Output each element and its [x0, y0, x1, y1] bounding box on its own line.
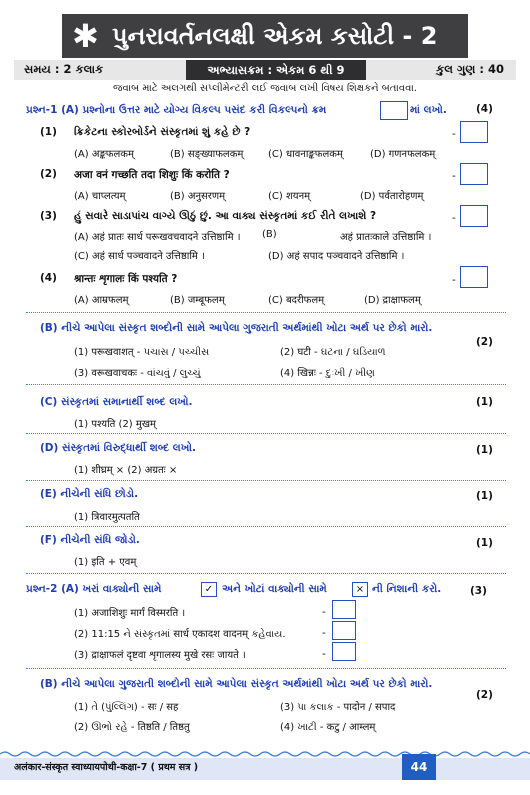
- q1d-title: (D) સંસ્કૃતમાં વિરુદ્ધાર્થી શબ્દ લખો.: [40, 442, 196, 454]
- match-item: (2) ઊભો રહે - तिष्ठति / तिष्ठतु: [74, 722, 190, 733]
- divider: [26, 312, 506, 313]
- option: (A) अङ्कफलकम्: [74, 149, 134, 160]
- q2a-title-mid: અને ખોટાં વાક્યોની સામે: [222, 583, 327, 595]
- option: अहं प्रातःकाले उत्तिष्ठामि ।: [340, 232, 432, 243]
- option: (B): [262, 229, 277, 240]
- q2a-title: પ્રશ્ન-2 (A) ખરાં વાક્યોની સામે: [26, 583, 162, 595]
- info-bar: [14, 60, 516, 80]
- q1e-marks: (1): [476, 490, 493, 502]
- match-item: (1) परूखवाशत् - પચાસ / પચ્ચીસ: [74, 347, 210, 358]
- q1c-items: (1) पश्यति (2) मुखम्: [74, 419, 157, 430]
- answer-box[interactable]: [460, 121, 488, 143]
- match-item: (1) તે (પુંલ્લિંગ) - सः / सह: [74, 702, 179, 713]
- option: (C) शयनम्: [268, 191, 311, 202]
- option: (B) सङ्ख्याफलकम्: [170, 149, 244, 160]
- footer: [0, 750, 530, 795]
- q1d-items: (1) शीघ्रम् × (2) अग्रतः ×: [74, 465, 178, 476]
- option: (D) अहं सपाद पञ्चवादने उत्तिष्ठामि ।: [268, 251, 405, 262]
- option: (C) धावनाङ्कफलकम्: [268, 149, 343, 160]
- q-number: (3): [40, 210, 57, 222]
- page-title: પુનરાવર્તનલક્ષી એકમ કસોટી - 2: [112, 22, 438, 50]
- q2b-marks: (2): [476, 689, 493, 701]
- option: (D) द्राक्षाफलम्: [364, 295, 421, 306]
- statement: (3) द्राक्षाफलं दृष्टवा शृगालस्य मुखे रसः जायते ।: [74, 650, 246, 661]
- statement: (2) 11:15 ને સંસ્કૃતમાં सार्ध एकादश वादनम् કહેવાય.: [74, 629, 286, 640]
- q1f-items: (1) इति + एवम्: [74, 557, 137, 568]
- answer-box[interactable]: [460, 266, 488, 288]
- option: (B) जम्बूफलम्: [170, 295, 225, 306]
- match-item: (4) खिन्नः - દુઃખી / ખીણ: [280, 368, 375, 379]
- option: (D) गणनफलकम्: [370, 149, 436, 160]
- option: (D) पर्वतारोहणम्: [360, 191, 424, 202]
- q2b-title: (B) નીચે આપેલા ગુજરાતી શબ્દોની સામે આપેલા સંસ્કૃત અર્થમાંથી ખોટા અર્થ પર છેકો મારો.: [40, 678, 433, 690]
- option: (A) आम्रफलम्: [74, 295, 129, 306]
- answer-box[interactable]: [332, 600, 356, 619]
- answer-box[interactable]: [380, 101, 408, 120]
- question-text: હું સવારે સાડાપાંચ વાગ્યે ઊઠું છું. આ વાક્ય સંસ્કૃતમાં કઈ રીતે લખાશે ?: [74, 210, 377, 222]
- q1a-title-end: માં લખો.: [410, 104, 447, 116]
- option: (C) अहं सार्ध पञ्चवादने उत्तिष्ठामि ।: [74, 251, 205, 262]
- q1e-title: (E) નીચેની સંધિ છોડો.: [40, 488, 139, 500]
- time-label: સમય : 2 કલાક: [24, 62, 104, 76]
- wave-border: [0, 750, 530, 758]
- divider: [26, 573, 506, 574]
- book-title: अलंकार-संस्कृत स्वाध्यायपोथी-कक्षा-7 ( प्रथम सत्र ): [14, 762, 199, 773]
- match-item: (2) घटी - ઘટના / ઘડિયાળ: [280, 347, 386, 358]
- match-item: (3) वरूखवाचकः - વાંચવું / લુચ્ચું: [74, 368, 201, 379]
- page-number: 44: [402, 754, 436, 780]
- q1c-marks: (1): [476, 396, 493, 408]
- divider: [26, 433, 506, 434]
- q1f-title: (F) નીચેની સંધિ જોડો.: [40, 534, 140, 546]
- q1d-marks: (1): [476, 444, 493, 456]
- option: (A) चाप्लत्यम्: [74, 191, 126, 202]
- asterisk-icon: ✱: [72, 17, 99, 55]
- q1f-marks: (1): [476, 537, 493, 549]
- check-icon: ✓: [201, 582, 217, 597]
- q1a-title: પ્રશ્ન-1 (A) પ્રશ્નોના ઉત્તર માટે યોગ્ય વિકલ્પ પસંદ કરી વિકલ્પનો ક્રમ: [26, 104, 327, 116]
- question-text: ક્રિકેટના સ્કોરબોર્ડને સંસ્કૃતમાં શું કહે છે ?: [74, 126, 251, 138]
- q1a-marks: (4): [476, 103, 493, 115]
- answer-box[interactable]: [332, 621, 356, 640]
- syllabus-label: અભ્યાસક્રમ : એકમ 6 થી 9: [186, 60, 366, 80]
- q-number: (4): [40, 272, 57, 284]
- q1c-title: (C) સંસ્કૃતમાં સમાનાર્થી શબ્દ લખો.: [40, 396, 193, 408]
- marks-label: કુલ ગુણ : 40: [436, 62, 504, 76]
- match-item: (4) ખાટી - कटु / आम्लम्: [280, 722, 376, 733]
- instruction: જવાબ માટે અલગથી સપ્લીમેન્ટરી લઈ જવાબ લખી વિષય શિક્ષકને બતાવવા.: [113, 83, 417, 94]
- divider: [26, 526, 506, 527]
- divider: [26, 668, 506, 669]
- title-banner: [62, 14, 468, 58]
- q1b-title: (B) નીચે આપેલા સંસ્કૃત શબ્દોની સામે આપેલા ગુજરાતી અર્થમાંથી ખોટા અર્થ પર છેકો મારો.: [40, 322, 433, 334]
- divider: [26, 480, 506, 481]
- q2a-title-end: ની નિશાની કરો.: [372, 583, 442, 595]
- answer-box[interactable]: [460, 205, 488, 227]
- divider: [26, 384, 506, 385]
- option: (A) अहं प्रातः सार्ध परूखवचवादने उत्तिष्ठामि ।: [74, 232, 241, 243]
- question-text: श्रान्तः शृगालः किं पश्यति ?: [74, 273, 178, 285]
- q1e-items: (1) त्रिवारमुत्पतति: [74, 512, 140, 523]
- q-number: (1): [40, 126, 57, 138]
- cross-icon: ×: [352, 582, 368, 597]
- answer-box[interactable]: [332, 642, 356, 661]
- match-item: (3) પા કલાક - पादोन / सपाद: [280, 702, 396, 713]
- statement: (1) अजाशिशुः मार्गं विस्मरति ।: [74, 608, 186, 619]
- answer-box[interactable]: [460, 163, 488, 185]
- option: (C) बदरीफलम्: [268, 295, 325, 306]
- question-text: अजा वनं गच्छति तदा शिशुः किं करोति ?: [74, 169, 230, 181]
- option: (B) अनुसरणम्: [170, 191, 226, 202]
- q2a-marks: (3): [470, 585, 487, 597]
- q-number: (2): [40, 168, 57, 180]
- q1b-marks: (2): [476, 336, 493, 348]
